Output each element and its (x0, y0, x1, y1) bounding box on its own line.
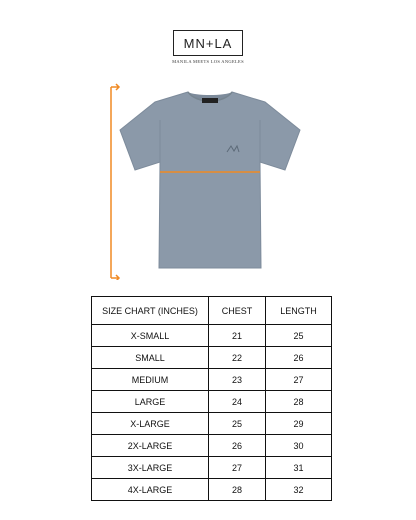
table-row (92, 479, 332, 501)
table-row (92, 325, 332, 347)
tshirt-measurement-figure (100, 80, 320, 280)
size-cell: MEDIUM (92, 369, 209, 391)
brand-logo (173, 30, 243, 56)
length-cell: 32 (266, 479, 332, 501)
brand-tagline: MANILA MEETS LOS ANGELES (172, 59, 244, 64)
table-row (92, 413, 332, 435)
chest-cell: 24 (209, 391, 266, 413)
size-cell: 2X-LARGE (92, 435, 209, 457)
length-cell: 27 (266, 369, 332, 391)
table-row (92, 435, 332, 457)
tshirt-image (120, 92, 300, 268)
chest-cell: 27 (209, 457, 266, 479)
chest-cell: 23 (209, 369, 266, 391)
chest-cell: 21 (209, 325, 266, 347)
length-cell: 30 (266, 435, 332, 457)
header-chest: CHEST (209, 297, 266, 325)
chest-cell: 25 (209, 413, 266, 435)
chest-cell: 22 (209, 347, 266, 369)
size-cell: X-LARGE (92, 413, 209, 435)
header-size-chart: SIZE CHART (INCHES) (92, 297, 209, 325)
size-cell: LARGE (92, 391, 209, 413)
size-cell: 3X-LARGE (92, 457, 209, 479)
length-cell: 31 (266, 457, 332, 479)
length-cell: 28 (266, 391, 332, 413)
size-cell: SMALL (92, 347, 209, 369)
chest-cell: 28 (209, 479, 266, 501)
table-row (92, 457, 332, 479)
size-cell: 4X-LARGE (92, 479, 209, 501)
size-chart-table (91, 296, 332, 501)
size-cell: X-SMALL (92, 325, 209, 347)
neck-label-icon (202, 98, 218, 103)
brand-logo-text: MN+LA (183, 35, 233, 51)
chest-cell: 26 (209, 435, 266, 457)
length-arrow-top-icon (111, 84, 119, 90)
length-cell: 26 (266, 347, 332, 369)
table-row (92, 391, 332, 413)
header-length: LENGTH (266, 297, 332, 325)
table-row (92, 369, 332, 391)
size-chart-header-row (92, 297, 332, 325)
length-cell: 25 (266, 325, 332, 347)
table-row (92, 347, 332, 369)
length-cell: 29 (266, 413, 332, 435)
length-arrow-bottom-icon (111, 275, 119, 280)
